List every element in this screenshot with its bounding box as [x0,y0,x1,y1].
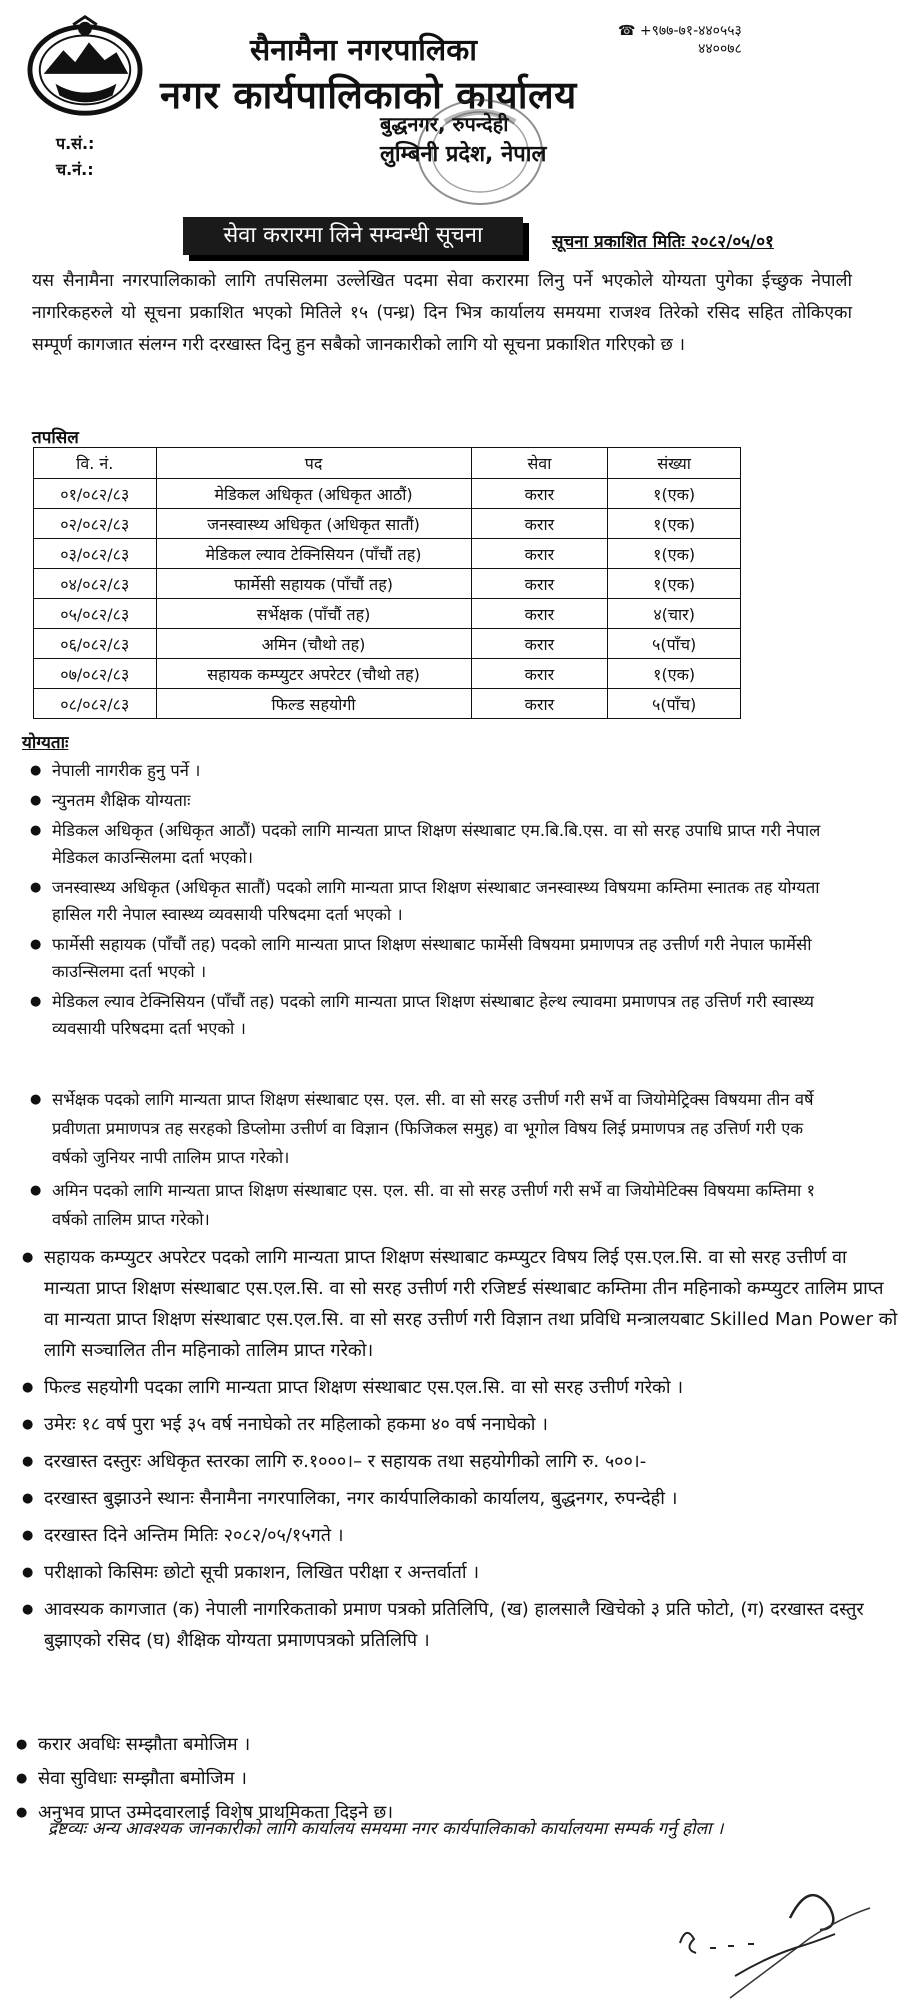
row-post: अमिन (चौथो तह) [156,629,471,659]
table-header-row [34,448,741,479]
row-count: ५(पाँच) [608,629,741,659]
row-sn: ०७/०८२/८३ [34,659,157,689]
list-item-text: फार्मेसी सहायक (पाँचौं तह) पदको लागि मान्यता प्राप्त शिक्षण संस्थाबाट फार्मेसी विषयमा प्रमाणपत्र तह उत्तीर्ण गरी नेपाल फार्मेसी काउन्सिलमा दर्ता भएको । [52,935,812,981]
list-item [26,874,826,928]
list-item-text: अनुभव प्राप्त उम्मेदवारलाई विशेष प्राथमिकता दिइने छ। [38,1802,394,1823]
row-post: जनस्वास्थ्य अधिकृत (अधिकृत सातौं) [156,509,471,539]
list-item-text: न्युनतम शैक्षिक योग्यताः [52,791,191,810]
list-item [26,757,826,784]
table-row [34,659,741,689]
list-item-text: परीक्षाको किसिमः छोटो सूची प्रकाशन, लिखित परीक्षा र अन्तर्वार्ता । [44,1562,480,1583]
municipality-name: सैनामैना नगरपालिका [250,33,478,68]
list-item-text: करार अवधिः सम्झौता बमोजिम । [38,1734,251,1755]
bullet-icon: ● [22,1454,34,1469]
list-item [26,1176,826,1234]
qualifications-list-1 [26,757,826,1045]
table-row [34,479,741,509]
published-date: सूचना प्रकाशित मितिः २०८२/०५/०१ [552,232,774,252]
address-line-2: लुम्बिनी प्रदेश, नेपाल [380,142,547,167]
row-post: फार्मेसी सहायक (पाँचौं तह) [156,569,471,599]
intro-paragraph: यस सैनामैना नगरपालिकाको लागि तपसिलमा उल्लेखित पदमा सेवा करारमा लिनु पर्ने भएकोले योग्यता पुगेका ईच्छुक नेपाली नागरिकहरुले यो सूचना प्रकाशित भएको मितिले १५ (पन्ध्र) दिन भित्र कार्यालय समयमा राजश्व तिरेको रसिद सहित तोकिएका सम्पूर्ण कागजात संलग्न गरी दरखास्त दिनु हुन सबैको जानकारीको लागि यो सूचना प्रकाशित गरिएको छ । [32,271,852,355]
list-item-text: मेडिकल ल्याव टेक्निसियन (पाँचौं तह) पदको लागि मान्यता प्राप्त शिक्षण संस्थाबाट हेल्थ ल्यावमा प्रमाणपत्र तह उत्तिर्ण गरी स्वास्थ्य व्यवसायी परिषदमा दर्ता भएको । [52,992,814,1038]
col-header-post: पद [156,448,471,479]
row-count: १(एक) [608,509,741,539]
row-count: ५(पाँच) [608,689,741,719]
bullet-icon: ● [30,1183,42,1198]
list-item [18,1446,898,1477]
row-sn: ०८/०८२/८३ [34,689,157,719]
row-service: करार [471,479,608,509]
row-sn: ०६/०८२/८३ [34,629,157,659]
tapsil-label: तपसिल [32,428,79,448]
list-item-text: आवस्यक कागजात (क) नेपाली नागरिकताको प्रमाण पत्रको प्रतिलिपि, (ख) हालसालै खिचेको ३ प्रति फोटो, (ग) दरखास्त दस्तुर बुझाएको रसिद (घ) शैक्षिक योग्यता प्रमाणपत्रको प्रतिलिपि । [44,1599,864,1651]
row-service: करार [471,539,608,569]
list-item [26,988,826,1042]
list-item [18,1409,898,1440]
row-count: १(एक) [608,569,741,599]
bullet-icon: ● [22,1250,34,1265]
bullet-icon: ● [22,1528,34,1543]
list-item-text: मेडिकल अधिकृत (अधिकृत आठौं) पदको लागि मान्यता प्राप्त शिक्षण संस्थाबाट एम.बि.बि.एस. वा सो सरह उपाधि प्राप्त गरी नेपाल मेडिकल काउन्सिलमा दर्ता भएको। [52,821,821,867]
qualifications-list-3 [18,1242,898,1662]
row-service: करार [471,689,608,719]
address-line-1: बुद्धनगर, रुपन्देही [380,112,509,136]
list-item [18,1520,898,1551]
bullet-icon: ● [22,1380,34,1395]
list-item-text: सर्भेक्षक पदको लागि मान्यता प्राप्त शिक्षण संस्थाबाट एस. एल. सी. वा सो सरह उत्तीर्ण गरी सर्भे वा जियोमेट्रिक्स विषयमा तीन वर्षे प्रवीणता प्रमाणपत्र तह सरहको डिप्लोमा उत्तीर्ण वा विज्ञान (फिजिकल समुह) वा भूगोल विषय लिई प्रमाणपत्र तह उत्तिर्ण गरी एक वर्षको जुनियर नापी तालिम प्राप्त गरेको। [52,1090,814,1167]
list-item-text: दरखास्त दस्तुरः अधिकृत स्तरका लागि रु.१०००।– र सहायक तथा सहयोगीको लागि रु. ५००।- [44,1451,647,1472]
list-item [18,1372,898,1403]
list-item-text: दरखास्त दिने अन्तिम मितिः २०८२/०५/१५गते । [44,1525,344,1546]
phone-line-1: ☎ +९७७-७१-४४०५५३ [618,23,742,39]
row-post: सर्भेक्षक (पाँचौं तह) [156,599,471,629]
list-item [26,1085,826,1172]
note-text: द्रष्टव्यः अन्य आवश्यक जानकारीको लागि कार्यालय समयमा नगर कार्यपालिकाको कार्यालयमा सम्पर्क गर्नु होला । [48,1819,724,1839]
phone-line-2: ४४००७८ [698,41,742,57]
bullet-icon: ● [30,793,42,808]
col-header-service: सेवा [471,448,608,479]
row-service: करार [471,629,608,659]
list-item-text: सेवा सुविधाः सम्झौता बमोजिम । [38,1768,247,1789]
list-item [18,1483,898,1514]
row-sn: ०५/०८२/८३ [34,599,157,629]
list-item-text: उमेरः १८ वर्ष पुरा भई ३५ वर्ष ननाघेको तर महिलाको हकमा ४० वर्ष ननाघेको । [44,1414,548,1435]
bullet-icon: ● [30,763,42,778]
row-sn: ०४/०८२/८३ [34,569,157,599]
row-post: फिल्ड सहयोगी [156,689,471,719]
bullet-icon: ● [30,994,42,1009]
list-item [26,931,826,985]
bullet-icon: ● [30,880,42,895]
row-post: सहायक कम्प्युटर अपरेटर (चौथो तह) [156,659,471,689]
bullet-icon: ● [16,1771,28,1786]
list-item-text: नेपाली नागरीक हुनु पर्ने । [52,761,201,780]
row-sn: ०१/०८२/८३ [34,479,157,509]
list-item [18,1557,898,1588]
nepal-emblem-logo [26,14,144,118]
row-count: १(एक) [608,659,741,689]
table-row [34,569,741,599]
list-item [18,1594,898,1656]
bullet-icon: ● [30,937,42,952]
bullet-icon: ● [16,1805,28,1820]
bullet-icon: ● [30,823,42,838]
bullet-icon: ● [22,1417,34,1432]
table-row [34,689,741,719]
row-service: करार [471,659,608,689]
row-sn: ०३/०८२/८३ [34,539,157,569]
table-row [34,629,741,659]
signature-image [640,1848,910,2008]
bullet-icon: ● [22,1602,34,1617]
list-item-text: जनस्वास्थ्य अधिकृत (अधिकृत सातौं) पदको लागि मान्यता प्राप्त शिक्षण संस्थाबाट जनस्वास्थ्य विषयमा कम्तिमा स्नातक तह योग्यता हासिल गरी नेपाल स्वास्थ्य व्यवसायी परिषदमा दर्ता भएको । [52,878,820,924]
row-post: मेडिकल ल्याव टेक्निसियन (पाँचौं तह) [156,539,471,569]
list-item-text: अमिन पदको लागि मान्यता प्राप्त शिक्षण संस्थाबाट एस. एल. सी. वा सो सरह उत्तीर्ण गरी सर्भे वा जियोमेटिक्स विषयमा कम्तिमा १ वर्षको तालिम प्राप्त गरेको। [52,1181,816,1229]
col-header-count: संख्या [608,448,741,479]
row-count: ४(चार) [608,599,741,629]
table-row [34,509,741,539]
row-count: १(एक) [608,539,741,569]
bullet-icon: ● [22,1491,34,1506]
list-item [26,787,826,814]
list-item-text: सहायक कम्प्युटर अपरेटर पदको लागि मान्यता प्राप्त शिक्षण संस्थाबाट कम्प्युटर विषय लिई एस.एल.सि. वा सो सरह उत्तीर्ण वा मान्यता प्राप्त शिक्षण संस्थाबाट एस.एल.सि. वा सो सरह उत्तीर्ण गरी रजिष्टर्ड संस्थाबाट कम्तिमा तीन महिनाको कम्प्युटर तालिम प्राप्त वा मान्यता प्राप्त शिक्षण संस्थाबाट एस.एल.सि. वा सो सरह उत्तीर्ण गरी विज्ञान तथा प्रविधि मन्त्रालयबाट Skilled Man Power को लागि सञ्चालित तीन महिनाको तालिम प्राप्त गरेको। [44,1247,898,1361]
phone-numbers [618,22,742,58]
table-row [34,599,741,629]
list-item-text: फिल्ड सहयोगी पदका लागि मान्यता प्राप्त शिक्षण संस्थाबाट एस.एल.सि. वा सो सरह उत्तीर्ण गरेको । [44,1377,684,1398]
row-sn: ०२/०८२/८३ [34,509,157,539]
bullet-icon: ● [22,1565,34,1580]
table-row [34,539,741,569]
posts-table [33,447,741,719]
row-count: १(एक) [608,479,741,509]
list-item [12,1730,892,1760]
qualifications-heading: योग्यताः [22,733,69,753]
list-item [18,1242,898,1366]
qualifications-list-2 [26,1085,826,1238]
list-item-text: दरखास्त बुझाउने स्थानः सैनामैना नगरपालिका, नगर कार्यपालिकाको कार्यालय, बुद्धनगर, रुपन्देही । [44,1488,678,1509]
row-service: करार [471,599,608,629]
notice-title: सेवा करारमा लिने सम्वन्धी सूचना [183,217,523,255]
list-item [26,817,826,871]
chalan-number-label: च.नं.: [56,160,94,179]
office-name: नगर कार्यपालिकाको कार्यालय [160,73,577,117]
row-service: करार [471,569,608,599]
bullet-icon: ● [30,1092,42,1107]
list-item [12,1764,892,1794]
row-post: मेडिकल अधिकृत (अधिकृत आठौं) [156,479,471,509]
col-header-sn: वि. नं. [34,448,157,479]
row-service: करार [471,509,608,539]
patra-sankhya-label: प.सं.: [56,134,95,153]
bullet-icon: ● [16,1737,28,1752]
